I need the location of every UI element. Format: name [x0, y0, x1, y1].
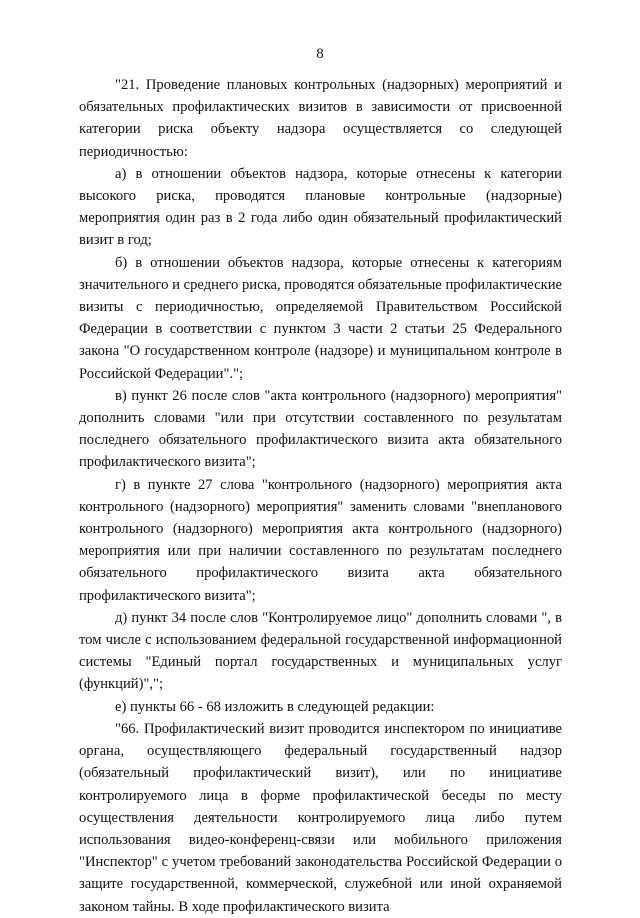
page-number: 8 [316, 46, 324, 62]
subparagraph-b: б) в отношении объектов надзора, которые отнесены к категориям значительного и среднего риска, проводятся обязательные профилактические визиты с периодичностью, определяемой Правительством Российской Федерации в соответствии с пунктом 3 части 2 статьи 25 Федерального закона "О государственном контроле (надзоре) и муниципальном контроле в Российской Федерации"."; [79, 254, 562, 382]
subparagraph-a: а) в отношении объектов надзора, которые отнесены к категории высокого риска, проводятся плановые контрольные (надзорные) мероприятия один раз в 2 года либо один обязательный профилактический визит в год; [79, 165, 562, 249]
subparagraph-v: в) пункт 26 после слов "акта контрольного (надзорного) мероприятия" дополнить словами "или при отсутствии составленного по результатам последнего обязательного профилактического визита акта обязательного профилактического визита"; [79, 387, 562, 471]
document-body [79, 74, 562, 918]
paragraph-21: "21. Проведение плановых контрольных (надзорных) мероприятий и обязательных профилактических визитов в зависимости от присвоенной категории риска объекту надзора осуществляется со следующей периодичностью: [79, 77, 562, 160]
subparagraph-d: д) пункт 34 после слов "Контролируемое лицо" дополнить словами ", в том числе с использованием федеральной государственной информационной системы "Единый портал государственных и муниципальных услуг (функций)","; [79, 609, 562, 693]
subparagraph-g: г) в пункте 27 слова "контрольного (надзорного) мероприятия акта контрольного (надзорного) мероприятия" заменить словами "внепланового контрольного (надзорного) мероприятия акта контрольного (надзорного) мероприятия или при наличии составленного по результатам последнего обязательного профилактического визита акта обязательного профилактического визита"; [79, 476, 562, 604]
subparagraph-e: е) пункты 66 - 68 изложить в следующей редакции: [115, 698, 435, 715]
paragraph-66: "66. Профилактический визит проводится инспектором по инициативе органа, осуществляющего федеральный государственный надзор (обязательный профилактический визит), или по инициативе контролируемого лица в форме профилактической беседы по месту осуществления деятельности контролируемого лица либо путем использования видео-конференц-связи или мобильного приложения "Инспектор" с учетом требований законодательства Российской Федерации о защите государственной, коммерческой, служебной или иной охраняемой законом тайны. В ходе профилактического визита [79, 720, 562, 915]
